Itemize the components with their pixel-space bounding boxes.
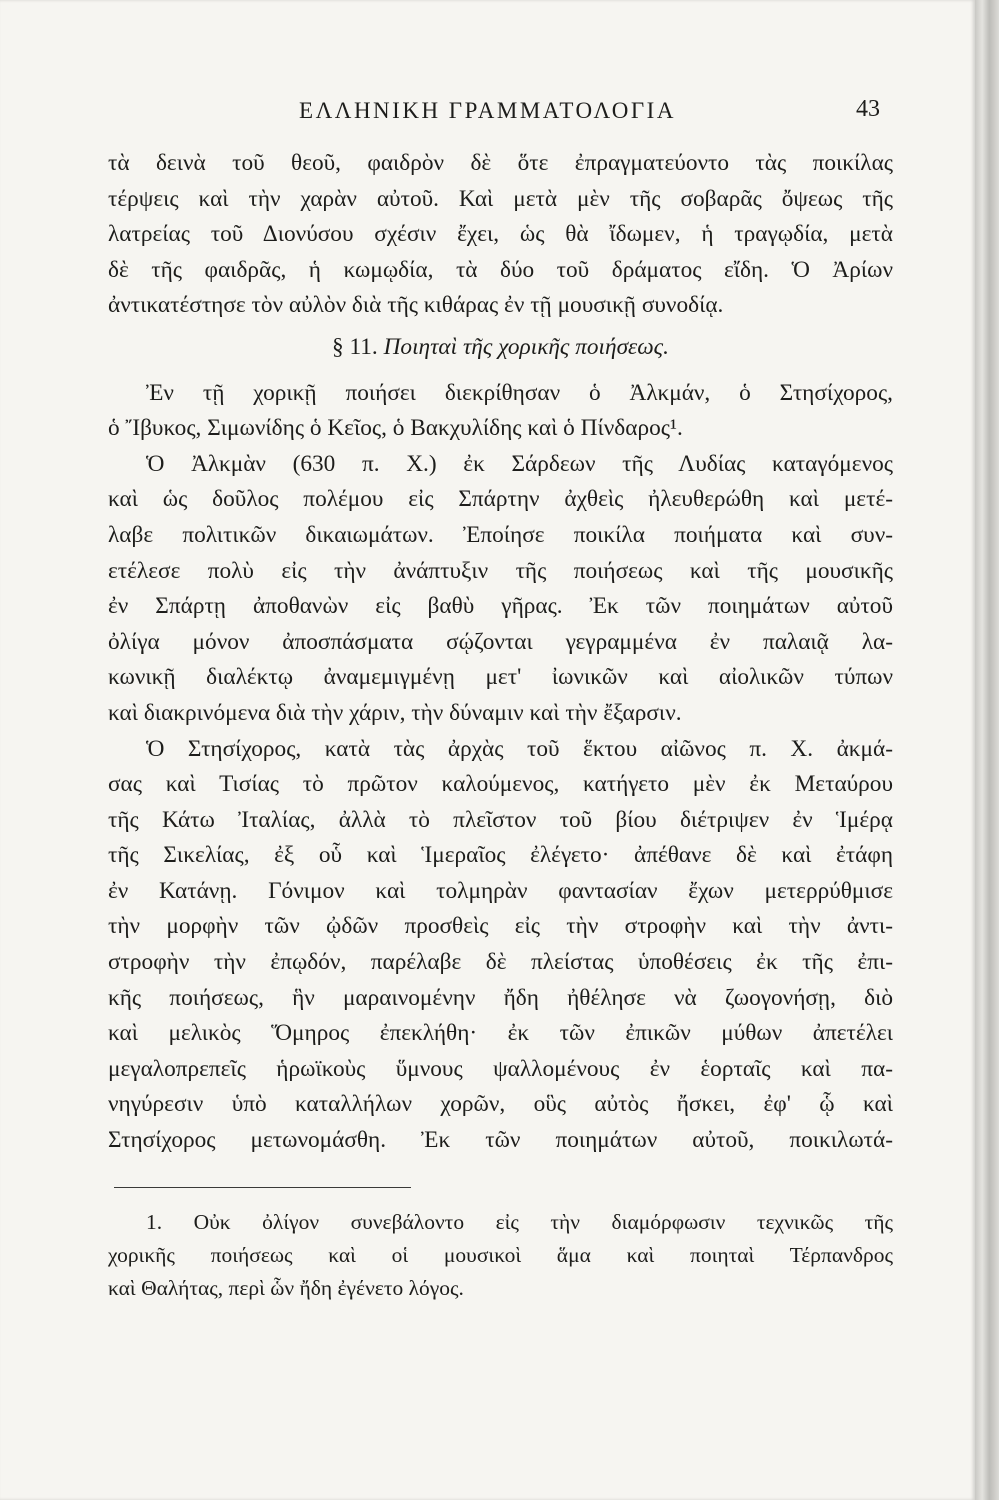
page-number: 43 bbox=[856, 96, 880, 122]
text-line: σας καὶ Τισίας τὸ πρῶτον καλούμενος, κατήγετο μὲν ἐκ Μεταύρου bbox=[108, 771, 893, 798]
text-line: ἐν Σπάρτῃ ἀποθανὼν εἰς βαθὺ γῆρας. Ἐκ τῶν ποιημάτων αὐτοῦ bbox=[108, 593, 893, 620]
text-line: καὶ μελικὸς Ὅμηρος ἐπεκλήθη· ἐκ τῶν ἐπικῶν μύθων ἀπετέλει bbox=[108, 1020, 893, 1047]
text-line: ὀλίγα μόνον ἀποσπάσματα σῴζονται γεγραμμένα ἐν παλαιᾷ λα- bbox=[108, 628, 893, 655]
text-line: ετέλεσε πολὺ εἰς τὴν ἀνάπτυξιν τῆς ποιήσεως καὶ τῆς μουσικῆς bbox=[108, 557, 893, 584]
text-line: τῆς Σικελίας, ἐξ οὗ καὶ Ἱμεραῖος ἐλέγετο· ἀπέθανε δὲ καὶ ἐτάφη bbox=[108, 842, 893, 869]
text-line: τὰ δεινὰ τοῦ θεοῦ, φαιδρὸν δὲ ὅτε ἐπραγματεύοντο τὰς ποικίλας bbox=[108, 150, 893, 176]
text-line: νηγύρεσιν ὑπὸ καταλλήλων χορῶν, οὓς αὐτὸς ἤσκει, ἐφ' ᾧ καὶ bbox=[108, 1091, 893, 1118]
text-line: Ὁ Ἀλκμὰν (630 π. Χ.) ἐκ Σάρδεων τῆς Λυδίας καταγόμενος bbox=[146, 450, 893, 477]
text-line: λαβε πολιτικῶν δικαιωμάτων. Ἐποίησε ποικίλα ποιήματα καὶ συν- bbox=[108, 521, 893, 548]
text-line: Ἐν τῇ χορικῇ ποιήσει διεκρίθησαν ὁ Ἀλκμάν, ὁ Στησίχορος, bbox=[146, 379, 893, 406]
section-title: Ποιηταὶ τῆς χορικῆς ποιήσεως. bbox=[383, 333, 669, 360]
footnote bbox=[108, 1206, 893, 1305]
body-text bbox=[108, 146, 893, 1159]
running-title: ΕΛΛΗΝΙΚΗ ΓΡΑΜΜΑΤΟΛΟΓΙΑ bbox=[299, 98, 676, 123]
paragraph bbox=[108, 146, 893, 324]
text-line: κωνικῇ διαλέκτῳ ἀναμεμιγμένῃ μετ' ἰωνικῶν καὶ αἰολικῶν τύπων bbox=[108, 664, 893, 691]
text-line: στροφὴν τὴν ἐπῳδόν, παρέλαβε δὲ πλείστας ὑποθέσεις ἐκ τῆς ἐπι- bbox=[108, 949, 893, 976]
text-line: τῆς Κάτω Ἰταλίας, ἀλλὰ τὸ πλεῖστον τοῦ βίου διέτριψεν ἐν Ἱμέρᾳ bbox=[108, 806, 893, 833]
text-line: καὶ διακρινόμενα διὰ τὴν χάριν, τὴν δύναμιν καὶ τὴν ἔξαρσιν. bbox=[108, 699, 682, 726]
section-heading bbox=[108, 330, 893, 366]
footnote-divider bbox=[114, 1187, 411, 1188]
text-line: Στησίχορος μετωνομάσθη. Ἐκ τῶν ποιημάτων αὐτοῦ, ποικιλωτά- bbox=[108, 1127, 893, 1154]
text-line: τέρψεις καὶ τὴν χαρὰν αὐτοῦ. Καὶ μετὰ μὲν τῆς σοβαρᾶς ὄψεως τῆς bbox=[108, 185, 893, 212]
page-edge bbox=[975, 0, 999, 1500]
paragraph bbox=[108, 376, 893, 447]
text-line: δὲ τῆς φαιδρᾶς, ἡ κωμῳδία, τὰ δύο τοῦ δράματος εἴδη. Ὁ Ἀρίων bbox=[108, 256, 893, 283]
text-line: μεγαλοπρεπεῖς ἡρωϊκοὺς ὕμνους ψαλλομένους ἐν ἑορταῖς καὶ πα- bbox=[108, 1055, 893, 1082]
text-line: ἀντικατέστησε τὸν αὐλὸν διὰ τῆς κιθάρας ἐν τῇ μουσικῇ συνοδίᾳ. bbox=[108, 292, 724, 319]
section-number: § 11. bbox=[332, 333, 378, 360]
text-line: λατρείας τοῦ Διονύσου σχέσιν ἔχει, ὡς θὰ ἴδωμεν, ἡ τραγῳδία, μετὰ bbox=[108, 221, 893, 248]
paragraph bbox=[108, 732, 893, 1159]
page-header bbox=[0, 92, 975, 128]
text-line: καὶ ὡς δοῦλος πολέμου εἰς Σπάρτην ἀχθεὶς ἠλευθερώθη καὶ μετέ- bbox=[108, 486, 893, 513]
text-line: Ὁ Στησίχορος, κατὰ τὰς ἀρχὰς τοῦ ἕκτου αἰῶνος π. Χ. ἀκμά- bbox=[146, 735, 893, 762]
footnote-line: 1. Οὐκ ὀλίγον συνεβάλοντο εἰς τὴν διαμόρφωσιν τεχνικῶς τῆς bbox=[146, 1210, 893, 1234]
footnote-line: καὶ Θαλήτας, περὶ ὧν ἤδη ἐγένετο λόγος. bbox=[108, 1276, 464, 1300]
text-line: ἐν Κατάνῃ. Γόνιμον καὶ τολμηρὰν φαντασίαν ἔχων μετερρύθμισε bbox=[108, 877, 893, 904]
text-line: κῆς ποιήσεως, ἣν μαραινομένην ἤδη ἠθέλησε νὰ ζωογονήσῃ, διὸ bbox=[108, 984, 893, 1011]
text-line: τὴν μορφὴν τῶν ᾠδῶν προσθεὶς εἰς τὴν στροφὴν καὶ τὴν ἀντι- bbox=[108, 913, 893, 940]
footnote-line: χορικῆς ποιήσεως καὶ οἱ μουσικοὶ ἅμα καὶ ποιηταὶ Τέρπανδρος bbox=[108, 1243, 893, 1267]
paragraph bbox=[108, 447, 893, 732]
text-line: ὁ Ἴβυκος, Σιμωνίδης ὁ Κεῖος, ὁ Βακχυλίδης καὶ ὁ Πίνδαρος¹. bbox=[108, 415, 683, 442]
